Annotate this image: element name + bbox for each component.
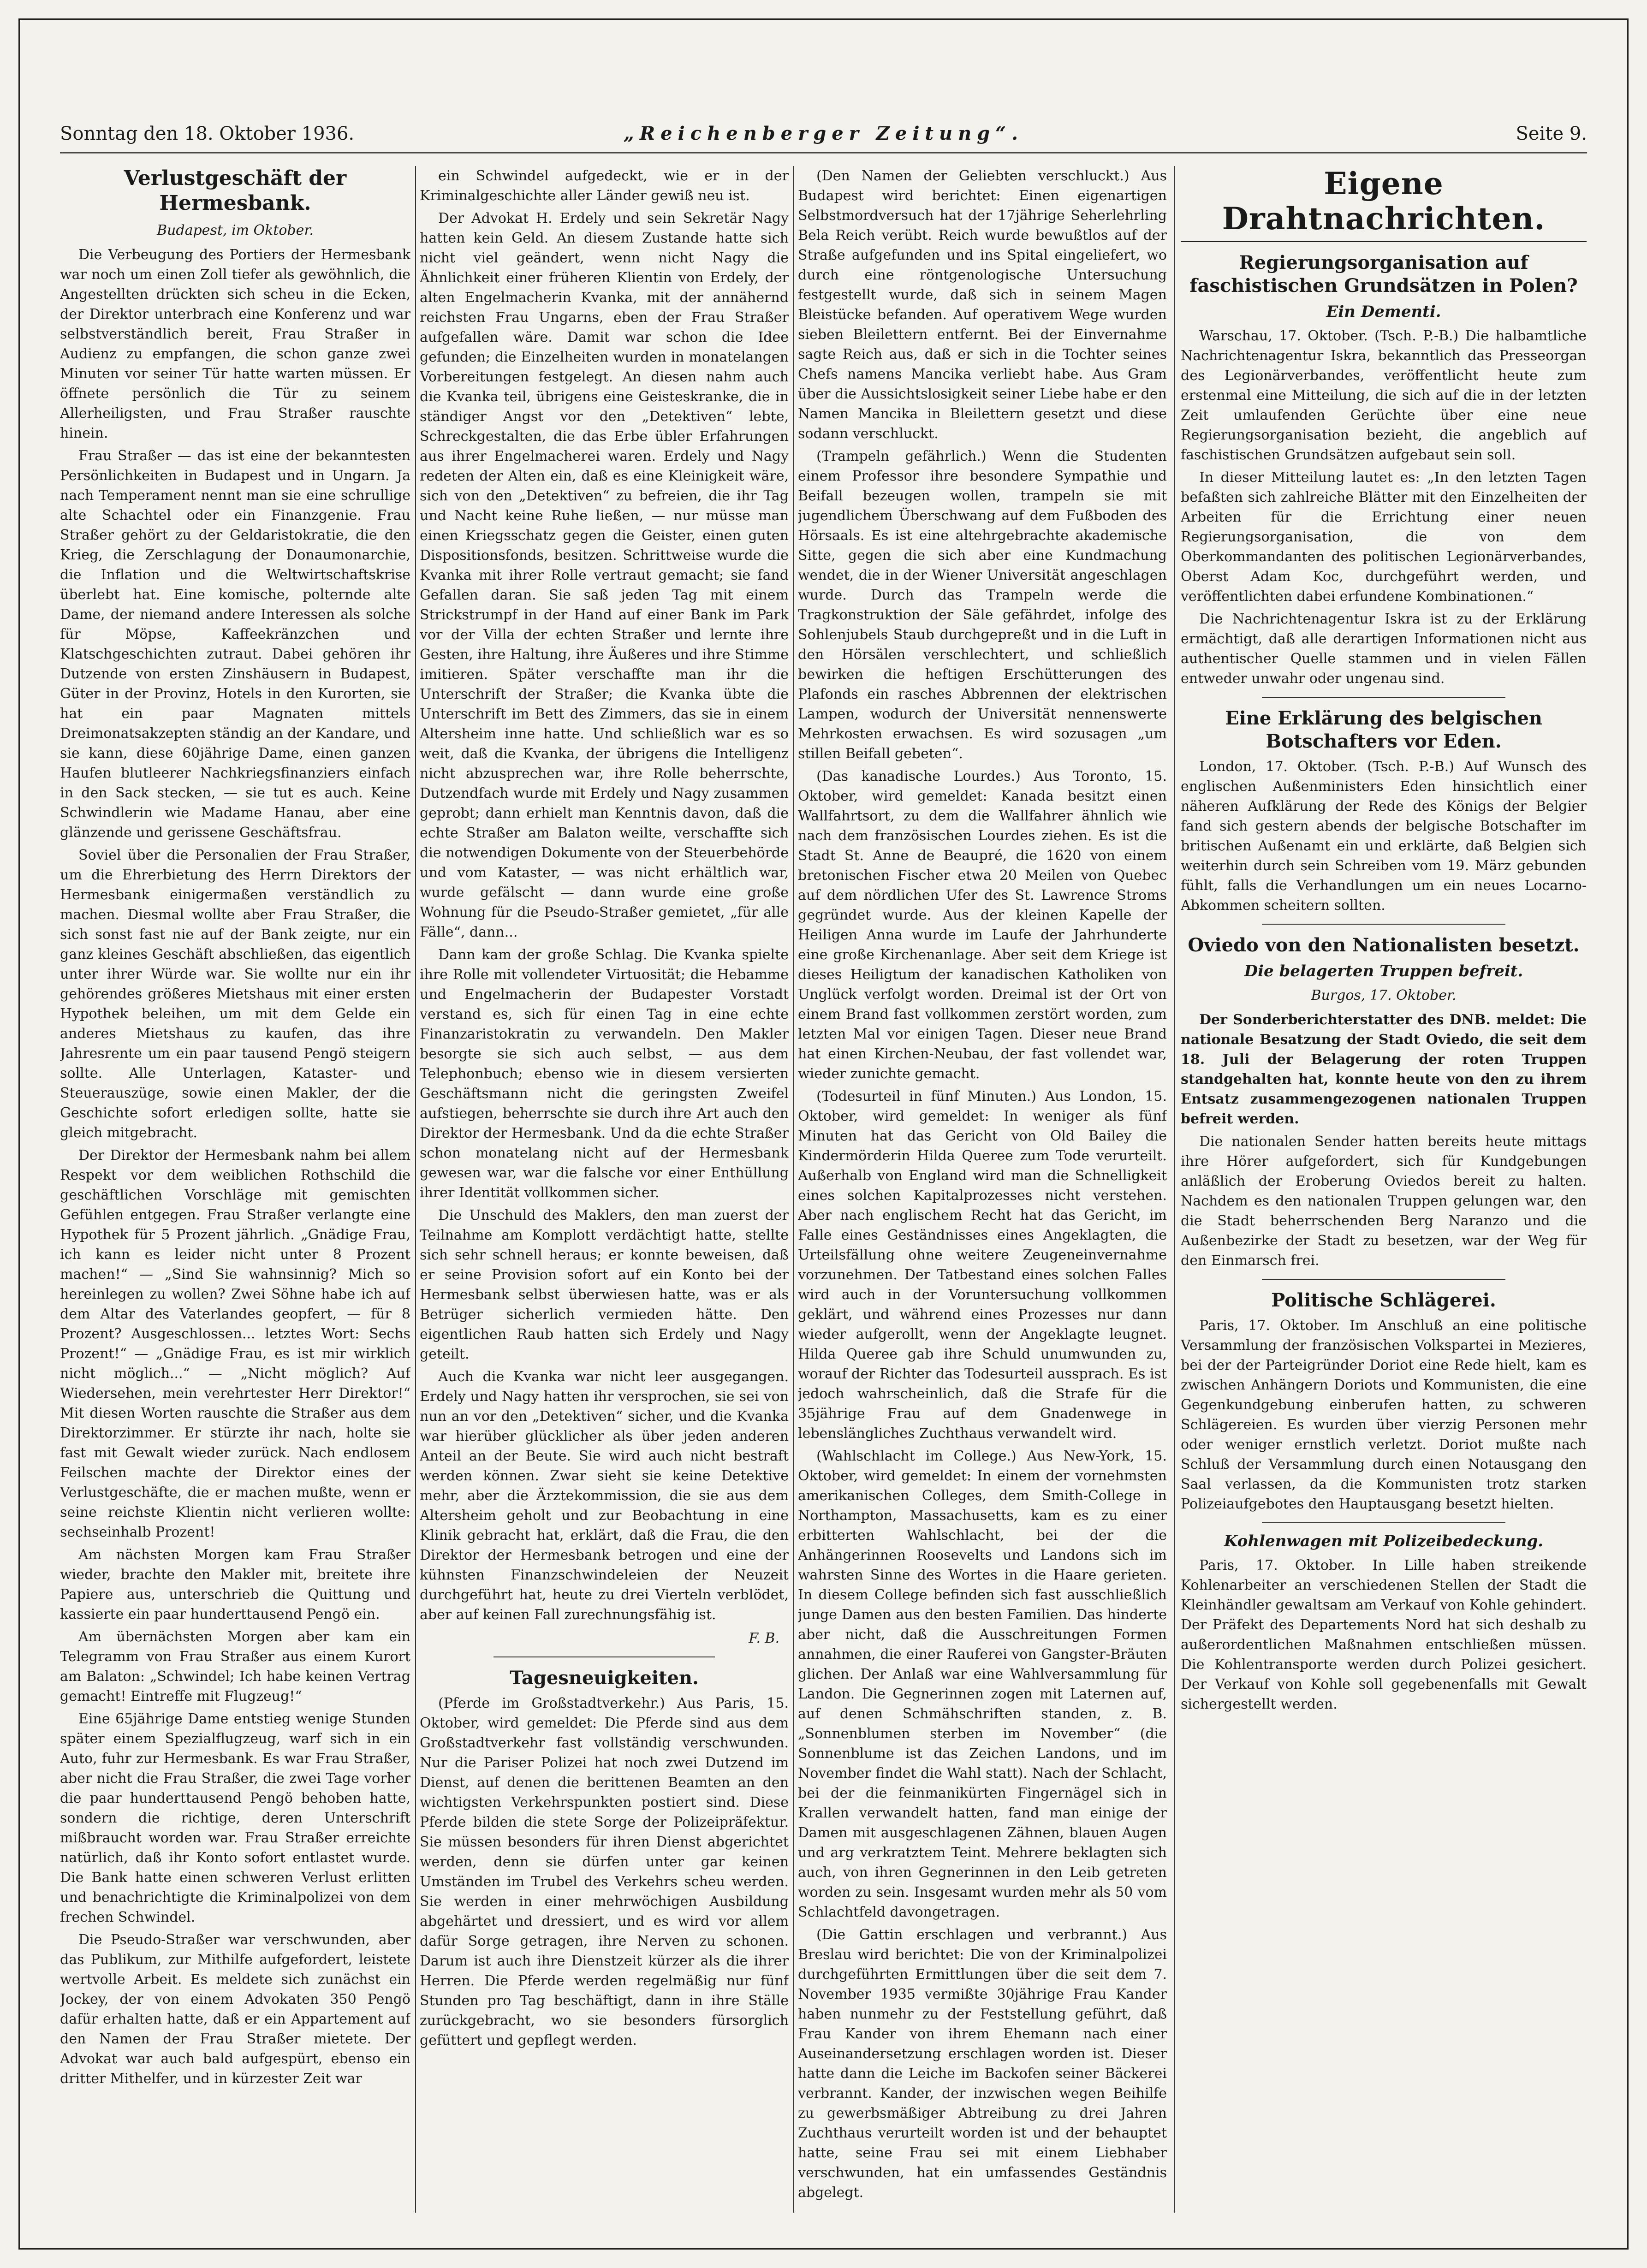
section-divider	[494, 1656, 715, 1657]
article-paragraph: Eine 65jährige Dame entstieg wenige Stunden später einem Spezialflugzeug, warf sich in ein Auto, fuhr zur Hermesbank. Es war Frau Straßer, aber nicht die Frau Straßer, die zwei Tage vorher die paar hunderttausend Pengö behoben hatte, sondern die richtige, deren Unterschrift mißbraucht worden war. Frau Straßer erreichte natürlich, daß ihr Konto sofort entlastet wurde. Die Bank hatte einen schweren Verlust erlitten und benachrichtigte die Kriminalpolizei von dem frechen Schwindel.	[60, 1711, 410, 1925]
article-paragraph: Am übernächsten Morgen aber kam ein Telegramm von Frau Straßer aus einem Kurort am Balaton: „Schwindel; Ich habe keinen Vertrag gemacht! Eintreffe mit Flugzeug!“	[60, 1629, 410, 1704]
news-item-text: Aus London, 15. Oktober, wird gemeldet: In weniger als fünf Minuten hat das Gericht von Old Bailey die Kindermörderin Hilda Queree zum Tode verurteilt. Außerhalb von England wird man die Schnelligkeit eines solchen Kapitalprozesses nicht verstehen. Aber nach englischem Recht hat das Gericht, im Falle eines Geständnisses eines Angeklagten, die Urteilsfällung ohne weitere Zeugeneinvernahme vorzunehmen. Der Tatbestand eines solchen Falles wird auch in der Voruntersuchung vollkommen geklärt, und während eines Prozesses nur dann wieder aufgerollt, wenn der Angeklagte leugnet. Hilda Queree gab ihre Schuld unumwunden zu, worauf der Richter das Todesurteil aussprach. Es ist jedoch wahrscheinlich, daß die Strafe für die 35jährige Frau auf dem Gnadenwege in lebenslängliches Zuchthaus verwandelt wird.	[798, 1088, 1167, 1442]
article-subtitle: Die belagerten Truppen befreit.	[1244, 962, 1523, 980]
news-item-text: Wenn die Studenten einem Professor ihre besondere Sympathie und Beifall bezeugen wollen, trampeln sie mit jugendlichem Überschwang auf dem Fußboden des Hörsaals. Es ist eine altehrgebrachte akademische Sitte, gegen die sich aber eine Kundmachung wendet, die in der Wiener Universität angeschlagen wurde. Durch das Trampeln werde die Tragkonstruktion der Säle gefährdet, infolge des Sohlenjubels Staub durchgepreßt und in die Luft in den Hörsälen verschlechtert, und schließlich bewirken die heftigen Erschütterungen des Plafonds ein rasches Abbrennen der elektrischen Lampen, wodurch der Universität nennenswerte Mehrkosten erwachsen. Es wird sozusagen „um stillen Beifall gebeten“.	[798, 448, 1167, 762]
article-paragraph: London, 17. Oktober. (Tsch. P.-B.) Auf Wunsch des englischen Außenministers Eden hinsichtlich einer näheren Aufklärung der Rede des Königs der Belgier fand sich gestern abends der belgische Botschafter im britischen Außenamt ein und erklärte, daß Belgien sich weiterhin durch sein Schreiben vom 19. März gebunden fühlt, falls die Verhandlungen um ein neues Locarno-Abkommen scheitern sollten.	[1181, 759, 1587, 914]
news-item-text: Aus New-York, 15. Oktober, wird gemeldet: In einem der vornehmsten amerikanischen Colleges, dem Smith-College in Northampton, Massachusetts, kam es zu einer erbitterten Wahlschlacht, bei der die Anhängerinnen Roosevelts und Landons sich im wahrsten Sinne des Wortes in die Haare gerieten. In diesem College befinden sich fast ausschließlich junge Damen aus den besten Familien. Das hinderte aber nicht, daß die Ausschreitungen Formen annahmen, die einer Rauferei von Gangster-Bräuten glichen. Der Anlaß war eine Wahlversammlung für Landon. Die Gegnerinnen zogen mit Laternen auf, auf denen Schmähschriften standen, z. B. „Sonnenblumen sterben im November“ (die Sonnenblume ist das Zeichen Landons, und im November findet die Wahl statt). Nach der Schlacht, bei der die feinmanikürten Fingernägel sich in Krallen verwandelt hatten, fand man einige der Damen mit ausgeschlagenen Zähnen, blauen Augen und arg verkratztem Teint. Mehrere beklagten sich auch, von ihren Gegnerinnen in den Leib getreten worden zu sein. Insgesamt wurden mehr als 50 vom Schlachtfeld davongetragen.	[798, 1448, 1167, 1920]
article-paragraph: Der Direktor der Hermesbank nahm bei allem Respekt vor dem weiblichen Rothschild die geschäftlichen Vorschläge mit gemischten Gefühlen entgegen. Frau Straßer verlangte eine Hypothek für 5 Prozent jährlich. „Gnädige Frau, ich kann es leider nicht unter 8 Prozent machen!“ — „Sind Sie wahnsinnig? Mich so hereinlegen zu wollen? Zwei Söhne habe ich auf dem Altar des Vaterlandes geopfert, — für 8 Prozent? Ausgeschlossen... letztes Wort: Sechs Prozent!“ — „Gnädige Frau, es ist mir wirklich nicht möglich...“ — „Nicht möglich? Auf Wiedersehen, mein verehrtester Herr Direktor!“ Mit diesen Worten rauschte die Straßer aus dem Direktorzimmer. Er stürzte ihr nach, holte sie fast mit Gewalt wieder zurück. Nach endlosem Feilschen machte der Direktor eines der Verlustgeschäfte, die er machen mußte, wenn er seine reichste Klientin nicht verlieren wollte: sechseinhalb Prozent!	[60, 1147, 410, 1540]
news-item-text: Aus Breslau wird berichtet: Die von der Kriminalpolizei durchgeführten Ermittlungen über die seit dem 7. November 1935 vermißte 30jährige Frau Kander haben nunmehr zu der Feststellung geführt, daß Frau Kander von ihrem Ehemann nach einer Auseinandersetzung erschlagen worden ist. Dieser hatte dann die Leiche im Backofen seiner Bäckerei verbrannt. Kander, der inzwischen wegen Beihilfe zu gewerbsmäßiger Abtreibung zu drei Jahren Zuchthaus verurteilt worden ist und der behauptet hatte, seine Frau sei mit einem Liebhaber verschwunden, hat ein umfassendes Geständnis abgelegt.	[798, 1927, 1167, 2201]
header-masthead: „Reichenberger Zeitung“.	[623, 123, 1024, 144]
column-rule	[793, 166, 794, 2213]
column-4	[1181, 166, 1587, 2213]
column-rule	[1174, 166, 1175, 2213]
page-header	[60, 115, 1587, 154]
news-item-text: Aus Toronto, 15. Oktober, wird gemeldet: Kanada besitzt einen Wallfahrtsort, zu dem die Wallfahrer ähnlich wie nach dem französischen Lourdes ziehen. Es ist die Stadt St. Anne de Beaupré, die 1620 von einem bretonischen Fischer etwa 20 Meilen von Quebec auf dem nördlichen Ufer des St. Lawrence Stroms gegründet wurde. Aus der kleinen Kapelle der Heiligen Anna wurde im Laufe der Jahrhunderte eine große Kirchenanlage. Aber seit dem Kriege ist dieses Heiligtum der kanadischen Katholiken von Unglück verfolgt worden. Dreimal ist der Ort von einem Brand fast vollkommen zerstört worden, zum letzten Mal vor einigen Tagen. Dieser neue Brand hat einen Kirchen-Neubau, der fast vollendet war, wieder zunichte gemacht.	[798, 768, 1167, 1082]
article-paragraph: Die nationalen Sender hatten bereits heute mittags ihre Hörer aufgefordert, sich für Kundgebungen anläßlich der Eroberung Oviedos bereit zu halten. Nachdem es den nationalen Truppen gelungen war, den die Stadt beherrschenden Berg Naranzo und die Außenbezirke der Stadt zu besetzen, war der Weg für den Einmarsch frei.	[1181, 1134, 1587, 1269]
news-item-heading: (Trampeln gefährlich.)	[816, 448, 987, 464]
article-dateline: Budapest, im Oktober.	[157, 222, 314, 238]
section-divider	[1262, 924, 1505, 925]
news-item-heading: (Todesurteil in fünf Minuten.)	[816, 1088, 1037, 1104]
article-paragraph: Die Verbeugung des Portiers der Hermesbank war noch um einen Zoll tiefer als gewöhnlich, die Angestellten drückten sich scheu in die Ecken, der Direktor unterbrach eine Konferenz und war selbstverständlich bereit, Frau Straßer in Audienz zu empfangen, die schon ganze zwei Minuten vor seiner Tür hatte warten müssen. Er öffnete persönlich die Tür zu seinem Allerheiligsten, und Frau Straßer rauschte hinein.	[60, 247, 410, 441]
article-paragraph: ein Schwindel aufgedeckt, wie er in der Kriminalgeschichte aller Länder gewiß neu ist.	[420, 168, 789, 204]
article-paragraph: Die Unschuld des Maklers, den man zuerst der Teilnahme am Komplott verdächtigt hatte, stellte sich sehr schnell heraus; er konnte beweisen, daß er seine Provision sofort auf ein Konto bei der Hermesbank selbst überwiesen hatte, was er als Betrüger sicherlich vermieden hätte. Den eigentlichen Raub hatten sich Erdely und Nagy geteilt.	[420, 1207, 789, 1362]
article-subtitle: Ein Dementi.	[1326, 303, 1441, 321]
column-3	[798, 166, 1167, 2213]
article-paragraph: Der Advokat H. Erdely und sein Sekretär Nagy hatten kein Geld. An diesem Zustande hatte sich nicht viel geändert, wenn nicht Nagy die Ähnlichkeit einer früheren Klientin von Erdely, der alten Engelmacherin Kvanka, mit der annähernd reichsten Frau Ungarns, eben der Frau Straßer aufgefallen wäre. Damit war schon die Idee gefunden; die Einzelheiten wurden in monatelangen Vorbereitungen festgelegt. An diesen nahm auch die Kvanka teil, übrigens eine Geisteskranke, die in ständiger Angst vor den „Detektiven“ lebte, Schreckgestalten, die das Erbe übler Erfahrungen aus ihrer Engelmacherei waren. Erdely und Nagy redeten der Alten ein, daß es eine Kleinigkeit wäre, sich von den „Detektiven“ zu befreien, die ihr Tag und Nacht keine Ruhe ließen, — nur müsse man einen Kriegsschatz gegen die Geister, einen guten Dispositionsfonds, besitzen. Schrittweise wurde die Kvanka mit ihrer Rolle vertraut gemacht; sie fand Gefallen daran. Sie saß jeden Tag mit einem Strickstrumpf in der Hand auf einer Bank im Park vor der Villa der echten Straßer und lernte ihre Gesten, ihre Haltung, ihre Äußeres und ihre Stimme imitieren. Später verschaffte man ihr die Unterschrift der Straßer; die Kvanka übte die Unterschrift im Bett des Zimmers, das sie in einem Altersheim inne hatte. Und schließlich war es so weit, daß die Kvanka, der übrigens die Intelligenz nicht abzusprechen war, ihre Rolle beherrschte, Dutzendfach wurde mit Erdely und Nagy zusammen geprobt; dann erhielt man Kenntnis davon, daß die echte Straßer am Balaton weilte, verschaffte sich die notwendigen Dokumente von der Steuerbehörde und vom Kataster, — was nicht erhältlich war, wurde gefälscht — dann wurde eine große Wohnung für die Pseudo-Straßer gemietet, „für alle Fälle“, dann...	[420, 210, 789, 940]
news-item-text: Aus Budapest wird berichtet: Einen eigenartigen Selbstmordversuch hat der 17jährige Seherlehrling Bela Reich verübt. Reich wurde bewußtlos auf der Straße aufgefunden und ins Spital eingeliefert, wo durch eine röntgenologische Untersuchung festgestellt wurde, daß sich in seinem Magen Bleistücke befanden. Auf operativem Wege wurden sieben Bleilettern entfernt. Bei der Einvernahme sagte Reich aus, daß er sich in die Tochter seines Chefs namens Mancika verliebt habe. Aus Gram über die Aussichtslosigkeit seiner Liebe habe er den Namen Mancika in Bleilettern gesetzt und diese sodann verschluckt.	[798, 168, 1167, 442]
article-paragraph: Die Pseudo-Straßer war verschwunden, aber das Publikum, zur Mithilfe aufgefordert, leistete wertvolle Arbeit. Es meldete sich zunächst ein Jockey, der von einem Advokaten 350 Pengö dafür erhalten hatte, daß er ein Appartement auf den Namen der Frau Straßer mietete. Der Advokat war auch bald aufgespürt, ebenso ein dritter Mithelfer, und in kürzester Zeit war	[60, 1932, 410, 2087]
news-item-heading: (Pferde im Großstadtverkehr.)	[438, 1695, 665, 1711]
article-title: Verlustgeschäft der Hermesbank.	[124, 166, 347, 215]
article-paragraph: Soviel über die Personalien der Frau Straßer, um die Ehrerbietung des Herrn Direktors der Hermesbank einigermaßen verständlich zu machen. Diesmal wollte aber Frau Straßer, die sich sonst fast nie auf der Bank zeigte, nur ein ganz kleines Geschäft abschließen, das eigentlich unter ihrer Würde war. Sie wollte nur ein ihr gehörendes größeres Mietshaus mit einer ersten Hypothek beleihen, um mit dem Gelde ein anderes Mietshaus zu kaufen, das ihre Jahresrente um ein paar tausend Pengö steigern sollte. Alle Unterlagen, Kataster- und Steuerauszüge, sowie einen Makler, der die Geschichte sofort erledigen sollte, hatte sie gleich mitgebracht.	[60, 847, 410, 1141]
section-divider	[1262, 1522, 1505, 1523]
news-item-heading: (Den Namen der Geliebten verschluckt.)	[816, 168, 1130, 184]
article-paragraph: Am nächsten Morgen kam Frau Straßer wieder, brachte den Makler mit, breitete ihre Papiere aus, unterschrieb die Quittung und kassierte ein paar hunderttausend Pengö ein.	[60, 1547, 410, 1622]
article-paragraph: Der Sonderberichterstatter des DNB. meldet: Die nationale Besatzung der Stadt Oviedo, die seit dem 18. Juli der Belagerung der roten Truppen standgehalten hat, konnte heute von den zu ihrem Entsatz zusammengezogenen nationalen Truppen befreit werden.	[1181, 1012, 1587, 1127]
article-title: Eine Erklärung des belgischen Botschafters vor Eden.	[1225, 707, 1542, 752]
news-item-heading: (Wahlschlacht im College.)	[816, 1448, 1017, 1464]
article-paragraph: Warschau, 17. Oktober. (Tsch. P.-B.) Die halbamtliche Nachrichtenagentur Iskra, bekanntlich das Presseorgan des Legionärverbandes, veröffentlicht heute zum erstenmal eine Mitteilung, die sich auf die in der letzten Zeit umlaufenden Gerüchte über eine neue Regierungsorganisation bezieht, die angeblich auf faschistischen Grundsätzen aufgebaut sein soll.	[1181, 328, 1587, 463]
header-date: Sonntag den 18. Oktober 1936.	[60, 123, 355, 144]
article-paragraph: In dieser Mitteilung lautet es: „In den letzten Tagen befaßten sich zahlreiche Blätter mit den Einzelheiten der Arbeiten für die Errichtung einer neuen Regierungsorganisation, die von dem Oberkommandanten des politischen Legionärverbandes, Oberst Adam Koc, durchgeführt werden, und veröffentlichten dabei erfundene Kombinationen.“	[1181, 469, 1587, 605]
article-paragraph: Die Nachrichtenagentur Iskra ist zu der Erklärung ermächtigt, daß alle derartigen Informationen nicht aus authentischer Quelle stammen und in vielen Fällen entweder unwahr oder ungenau sind.	[1181, 611, 1587, 687]
header-page-number: Seite 9.	[1516, 123, 1587, 144]
article-title: Regierungsorganisation auf faschistischen Grundsätzen in Polen?	[1189, 252, 1578, 297]
article-title: Oviedo von den Nationalisten besetzt.	[1188, 934, 1580, 956]
column-1	[60, 166, 410, 2213]
section-title: Eigene Drahtnachrichten.	[1181, 166, 1587, 242]
article-paragraph: Dann kam der große Schlag. Die Kvanka spielte ihre Rolle mit vollendeter Virtuosität; die Hebamme und Engelmacherin der Budapester Vorstadt verstand es, sich für einen Tag in eine echte Finanzaristokratin zu verwandeln. Den Makler besorgte sie sich auch selbst, — aus dem Telephonbuch; ebenso wie in diesem versierten Geschäftsmann nicht die geringsten Zweifel aufstiegen, beherrschte sie durch ihre Art auch den Direktor der Hermesbank. Und da die echte Straßer schon monatelang nicht auf der Hermesbank gewesen war, war die falsche vor einer Enthüllung ihrer Identität vollkommen sicher.	[420, 947, 789, 1201]
column-rule	[415, 166, 416, 2213]
article-title: Politische Schlägerei.	[1271, 1289, 1496, 1311]
article-dateline: Burgos, 17. Oktober.	[1311, 987, 1457, 1003]
section-divider	[1262, 697, 1505, 698]
column-2	[420, 166, 789, 2213]
article-paragraph: Auch die Kvanka war nicht leer ausgegangen. Erdely und Nagy hatten ihr versprochen, sie sei von nun an vor den „Detektiven“ sicher, und die Kvanka war hierüber glücklicher als über jeden anderen Anteil an der Beute. Sie wird auch nicht bestraft werden können. Zwar sieht sie keine Detektive mehr, aber die Ärztekommission, die sie aus dem Altersheim geholt und zur Beobachtung in eine Klinik gebracht hat, erklärt, daß die Frau, die den Direktor der Hermesbank betrogen und eine der kühnsten Finanzschwindeleien der Neuzeit durchgeführt hat, heute zu drei Vierteln verblödet, aber auf keinen Fall zurechnungsfähig ist.	[420, 1369, 789, 1623]
article-title: Kohlenwagen mit Polizeibedeckung.	[1224, 1532, 1544, 1550]
article-signature: F. B.	[749, 1630, 779, 1646]
news-item-heading: (Die Gattin erschlagen und verbrannt.)	[816, 1927, 1127, 1943]
article-paragraph: Frau Straßer — das ist eine der bekanntesten Persönlichkeiten in Budapest und in Ungarn. Ja nach Temperament nennt man sie eine schrullige alte Schachtel oder ein Finanzgenie. Frau Straßer gehört zu der Geldaristokratie, die den Krieg, die Zerschlagung der Donaumonarchie, die Inflation und die Weltwirtschaftskrise überlebt hat. Eine komische, polternde alte Dame, der niemand andere Interessen als solche für Möpse, Kaffeekränzchen und Klatschgeschichten zutraut. Dabei gehören ihr Dutzende von ersten Zinshäusern in Budapest, Güter in der Provinz, Hotels in den Kurorten, sie hat ein paar Magnaten mittels Dreimonatsakzepten ständig an der Kandare, und sie kann, diese 60jährige Dame, einen ganzen Haufen blutleerer Nachkriegsfinanziers einfach in den Sack stecken, — sie tut es auch. Keine Schwindlerin wie Madame Hanau, aber eine glänzende und gerissene Geschäftsfrau.	[60, 448, 410, 841]
article-paragraph: Paris, 17. Oktober. Im Anschluß an eine politische Versammlung der französischen Volkspartei in Mezieres, bei der der Parteigründer Doriot eine Rede hielt, kam es zwischen Anhängern Doriots und Kommunisten, die eine Gegenkundgebung einberufen hatten, zu schweren Schlägereien. Es wurden über vierzig Personen mehr oder weniger ernstlich verletzt. Doriot mußte nach Schluß der Versammlung durch einen Notausgang den Saal verlassen, da die Kommunisten trotz starken Polizeiaufgebotes den Hauptausgang besetzt hielten.	[1181, 1318, 1587, 1512]
news-item-heading: (Das kanadische Lourdes.)	[816, 768, 1021, 784]
section-divider	[1262, 1279, 1505, 1280]
article-paragraph: Paris, 17. Oktober. In Lille haben streikende Kohlenarbeiter an verschiedenen Stellen der Stadt die Kleinhändler gewaltsam am Verkauf von Kohle gehindert. Der Präfekt des Departements Nord hat sich deshalb zu außerordentlichen Maßnahmen entschließen müssen. Die Kohlentransporte werden durch Polizei gesichert. Der Verkauf von Kohle soll gegebenenfalls mit Gewalt sichergestellt werden.	[1181, 1557, 1587, 1712]
news-item-text: Aus Paris, 15. Oktober, wird gemeldet: Die Pferde sind aus dem Großstadtverkehr fast vollständig verschwunden. Nur die Pariser Polizei hat noch zwei Dutzend im Dienst, auf denen die berittenen Beamten an den wichtigsten Verkehrspunkten postiert sind. Diese Pferde bilden die stete Sorge der Polizeipräfektur. Sie müssen besonders für ihren Dienst abgerichtet werden, denn sie dürfen unter gar keinen Umständen im Trubel des Verkehrs scheu werden. Sie werden in einer mehrwöchigen Ausbildung abgehärtet und dressiert, und es wird vor allem dafür Sorge getragen, ihre Nerven zu schonen. Darum ist auch ihre Dienstzeit kürzer als die ihrer Herren. Die Pferde werden regelmäßig nur fünf Stunden pro Tag beschäftigt, dann in ihre Ställe zurückgebracht, wo sie besonders fürsorglich gefüttert und gepflegt werden.	[420, 1695, 789, 2048]
section-title: Tagesneuigkeiten.	[510, 1667, 699, 1689]
